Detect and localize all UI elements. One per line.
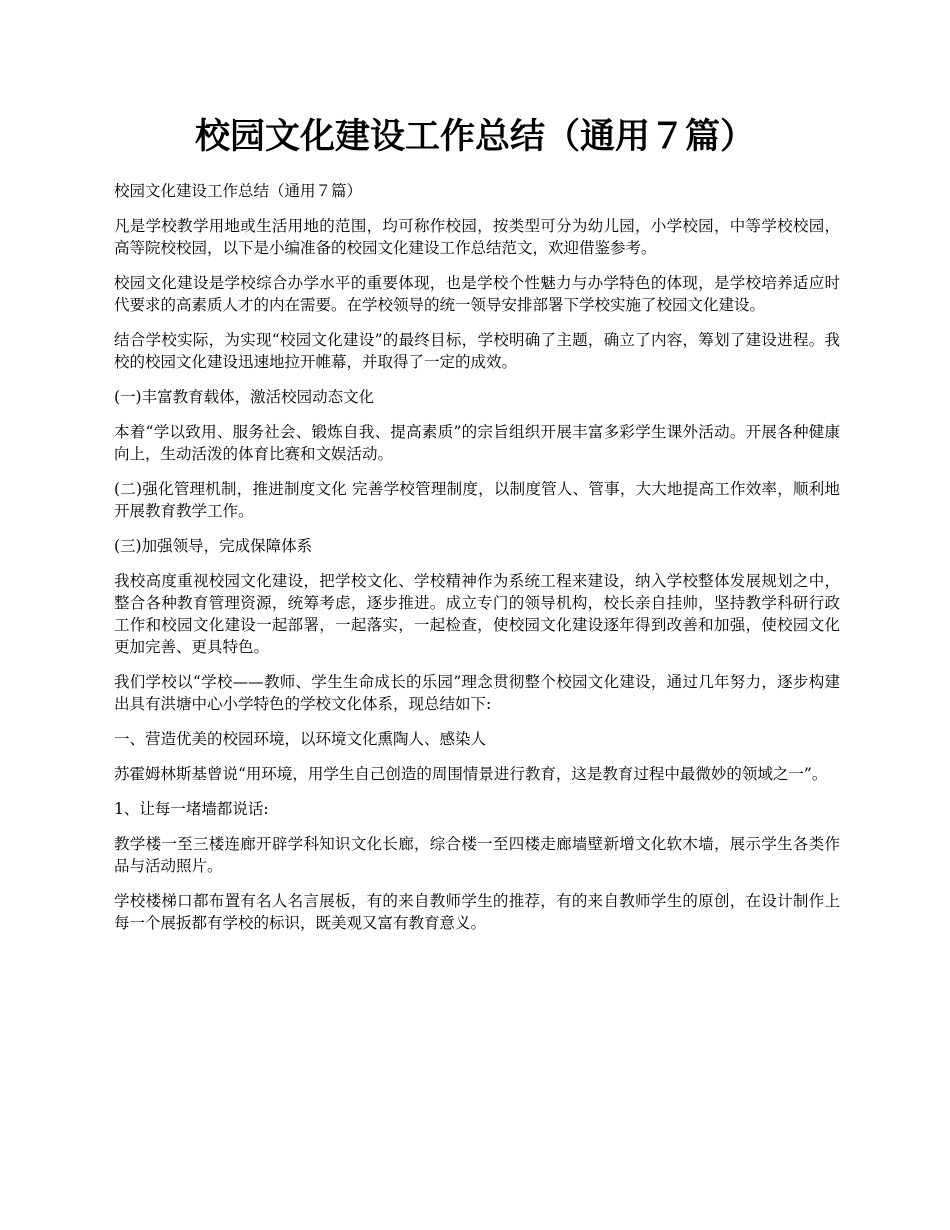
paragraph: 教学楼一至三楼连廊开辟学科知识文化长廊，综合楼一至四楼走廊墙壁新增文化软木墙，展示学生各类作品与活动照片。 [114, 835, 840, 875]
paragraph: 我们学校以“学校——教师、学生生命成长的乐园”理念贯彻整个校园文化建设，通过几年努力，逐步构建出具有洪塘中心小学特色的学校文化体系，现总结如下: [114, 673, 840, 713]
section-heading: (三)加强领导，完成保障体系 [114, 537, 313, 555]
document-title: 校园文化建设工作总结（通用７篇） [194, 116, 755, 157]
paragraph-subtitle: 校园文化建设工作总结（通用７篇） [114, 182, 363, 200]
paragraph: 苏霍姆林斯基曾说“用环境，用学生自己创造的周围情景进行教育，这是教育过程中最微妙的领域之一”。 [114, 765, 828, 783]
paragraph: 我校高度重视校园文化建设，把学校文化、学校精神作为系统工程来建设，纳入学校整体发展规划之中，整合各种教育管理资源，统筹考虑，逐步推进。成立专门的领导机构，校长亲自挂帅，坚持教学科研行政工作和校园文化建设一起部署，一起落实，一起检查，使校园文化建设逐年得到改善和加强，使校园文化更加完善、更具特色。 [114, 572, 840, 656]
section-heading: (一)丰富教育载体，激活校园动态文化 [114, 388, 375, 406]
paragraph: 校园文化建设是学校综合办学水平的重要体现，也是学校个性魅力与办学特色的体现，是学校培养适应时代要求的高素质人才的内在需要。在学校领导的统一领导安排部署下学校实施了校园文化建设。 [114, 274, 840, 314]
document-body [114, 180, 840, 947]
paragraph: 结合学校实际，为实现“校园文化建设”的最终目标，学校明确了主题，确立了内容，筹划了建设进程。我校的校园文化建设迅速地拉开帷幕，并取得了一定的成效。 [114, 331, 840, 371]
subsection-heading: 1、让每一堵墙都说话: [114, 800, 269, 818]
paragraph: 学校楼梯口都布置有名人名言展板，有的来自教师学生的推荐，有的来自教师学生的原创，在设计制作上每一个展扳都有学校的标识，既美观又富有教育意义。 [114, 892, 840, 932]
paragraph-intro: 凡是学校教学用地或生活用地的范围，均可称作校园，按类型可分为幼儿园，小学校园，中等学校校园，高等院校校园，以下是小编准备的校园文化建设工作总结范文，欢迎借鉴参考。 [114, 217, 840, 257]
section-heading: (二)强化管理机制，推进制度文化 完善学校管理制度，以制度管人、管事，大大地提高工作效率，顺利地开展教育教学工作。 [114, 480, 840, 520]
paragraph: 本着“学以致用、服务社会、锻炼自我、提高素质”的宗旨组织开展丰富多彩学生课外活动。开展各种健康向上，生动活泼的体育比赛和文娱活动。 [114, 423, 840, 463]
section-heading: 一、营造优美的校园环境，以环境文化熏陶人、感染人 [114, 730, 487, 748]
